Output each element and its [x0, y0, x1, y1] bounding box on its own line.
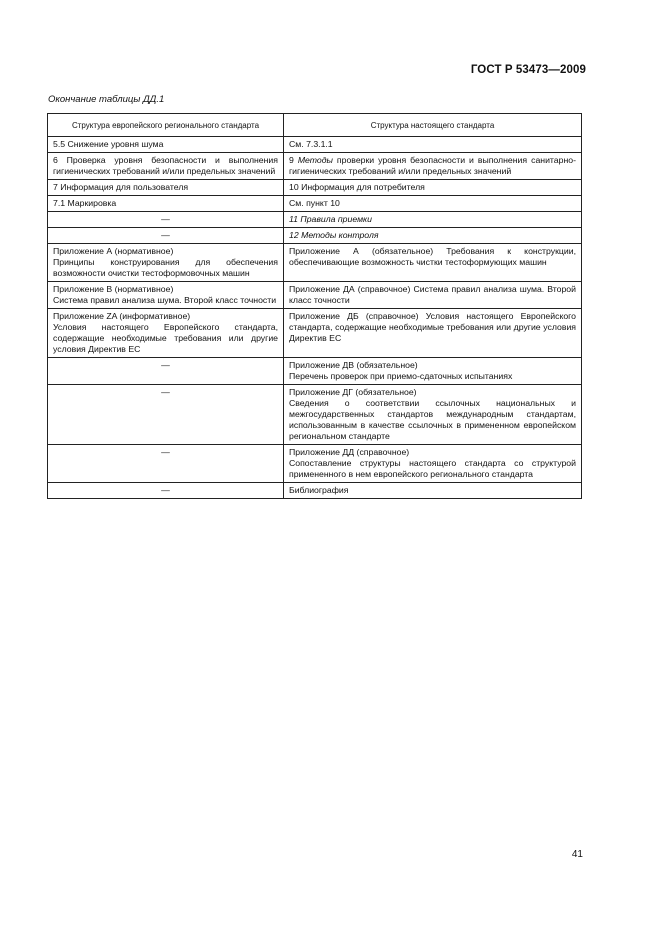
- table-row: [48, 244, 582, 282]
- cell-european: 7 Информация для пользователя: [48, 180, 284, 196]
- appendix-title: Приложение А (нормативное): [53, 246, 174, 256]
- cell-european: 5.5 Снижение уровня шума: [48, 137, 284, 153]
- appendix-title: Приложение В (нормативное): [53, 284, 174, 294]
- cell-national: [284, 445, 582, 483]
- cell-text: 9: [289, 155, 298, 165]
- table-caption: Окончание таблицы ДД.1: [48, 94, 165, 105]
- cell-european: [48, 282, 284, 309]
- cell-european: [48, 244, 284, 282]
- cell-national: [284, 153, 582, 180]
- appendix-body: Сведения о соответствии ссылочных национальных и межгосударственных стандартов международным стандартам, использованным в качестве ссылочных в примененном европейском региональном стандарте: [289, 398, 576, 441]
- table-row: [48, 358, 582, 385]
- cell-national: Приложение ДБ (справочное) Условия настоящего Европейского стандарта, содержащие необходимые требования или другие условия Директив ЕС: [284, 309, 582, 358]
- cell-european-dash: —: [48, 445, 284, 483]
- table-row: [48, 196, 582, 212]
- cell-national: См. пункт 10: [284, 196, 582, 212]
- table-row: [48, 228, 582, 244]
- table-row: [48, 153, 582, 180]
- table-row: [48, 483, 582, 499]
- table-row: [48, 137, 582, 153]
- standard-header: ГОСТ Р 53473—2009: [470, 64, 586, 76]
- appendix-title: Приложение ДГ (обязательное): [289, 387, 417, 397]
- column-header-national: Структура настоящего стандарта: [284, 114, 582, 137]
- appendix-title: Приложение ДВ (обязательное): [289, 360, 418, 370]
- cell-national: Библиография: [284, 483, 582, 499]
- cell-national: 11 Правила приемки: [284, 212, 582, 228]
- cell-european-dash: —: [48, 228, 284, 244]
- cell-european: [48, 309, 284, 358]
- correspondence-table: [47, 113, 582, 499]
- table-row: [48, 309, 582, 358]
- column-header-european: Структура европейского регионального стандарта: [48, 114, 284, 137]
- table-row: [48, 212, 582, 228]
- cell-text: проверки уровня безопасности и выполнения санитарно-гигиенических требований и/или предельных значений: [289, 155, 576, 176]
- cell-national: [284, 358, 582, 385]
- table-header-row: [48, 114, 582, 137]
- appendix-title: Приложение ДД (справочное): [289, 447, 410, 457]
- table-row: [48, 282, 582, 309]
- cell-text-italic: Методы: [297, 155, 333, 165]
- cell-european-dash: —: [48, 385, 284, 445]
- cell-national: [284, 385, 582, 445]
- cell-european: 6 Проверка уровня безопасности и выполнения гигиенических требований и/или предельных значений: [48, 153, 284, 180]
- appendix-body: Условия настоящего Европейского стандарта, содержащие необходимые требования или другие условия Директив ЕС: [53, 322, 278, 354]
- page-number: 41: [571, 849, 583, 860]
- cell-national: Приложение А (обязательное) Требования к конструкции, обеспечивающие возможность чистки тестоформующих машин: [284, 244, 582, 282]
- cell-national: См. 7.3.1.1: [284, 137, 582, 153]
- appendix-body: Сопоставление структуры настоящего стандарта со структурой примененного в нем европейского регионального стандарта: [289, 458, 576, 479]
- cell-european-dash: —: [48, 212, 284, 228]
- cell-national: Приложение ДА (справочное) Система правил анализа шума. Второй класс точности: [284, 282, 582, 309]
- cell-european-dash: —: [48, 483, 284, 499]
- cell-national: 12 Методы контроля: [284, 228, 582, 244]
- table-row: [48, 385, 582, 445]
- table-row: [48, 180, 582, 196]
- cell-european: 7.1 Маркировка: [48, 196, 284, 212]
- appendix-body: Принципы конструирования для обеспечения возможности очистки тестоформовочных машин: [53, 257, 278, 278]
- cell-european-dash: —: [48, 358, 284, 385]
- appendix-title: Приложение ZA (информативное): [53, 311, 191, 321]
- appendix-body: Перечень проверок при приемо-сдаточных испытаниях: [289, 371, 513, 381]
- appendix-body: Система правил анализа шума. Второй класс точности: [53, 295, 277, 305]
- table-row: [48, 445, 582, 483]
- cell-national: 10 Информация для потребителя: [284, 180, 582, 196]
